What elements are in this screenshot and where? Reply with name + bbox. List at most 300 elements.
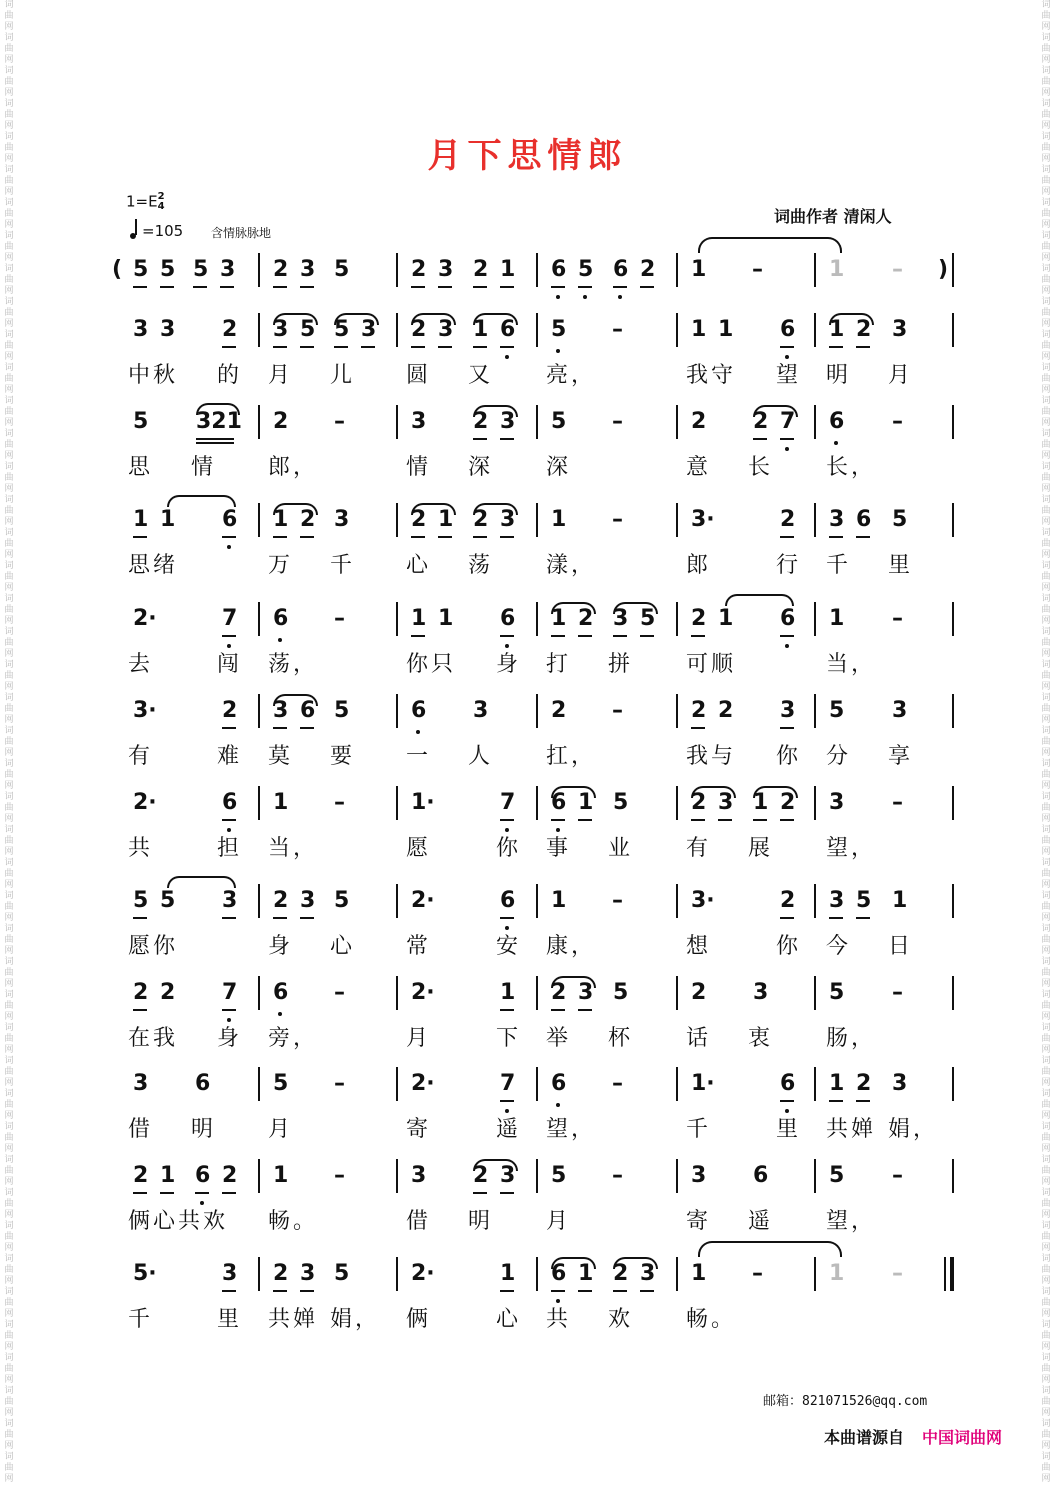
bar-line <box>536 313 538 347</box>
lyric: 安 <box>496 934 519 959</box>
note: 3 <box>718 790 734 815</box>
bar-line <box>258 253 260 287</box>
final-bar-thick <box>950 1257 954 1291</box>
note: 6 <box>222 790 238 815</box>
underline <box>473 1192 487 1194</box>
underline <box>222 1009 236 1011</box>
dash-extension: – <box>892 790 903 815</box>
dash-extension: – <box>612 888 623 913</box>
bar-line <box>814 1159 816 1193</box>
note: 5 <box>160 888 176 913</box>
song-title: 月下思情郎 <box>427 136 628 176</box>
note: 1 <box>133 507 149 532</box>
tie-slur <box>473 1159 518 1171</box>
note: 3 <box>222 1261 238 1286</box>
note: 1 <box>473 317 489 342</box>
bar-line <box>396 253 398 287</box>
underline <box>300 917 314 919</box>
bar-line <box>258 976 260 1010</box>
lyric: 借 <box>406 1209 429 1234</box>
lyric: 意 <box>686 455 709 480</box>
underline <box>273 286 287 288</box>
tie-slur <box>753 786 798 798</box>
lyric: 拼 <box>608 652 631 677</box>
note: 6 <box>551 257 567 282</box>
underline <box>300 1290 314 1292</box>
underline <box>195 1192 209 1194</box>
dash-extension: – <box>752 1261 763 1286</box>
bar-line <box>952 602 954 636</box>
lyric: 话 <box>686 1026 709 1051</box>
score-row <box>0 503 1055 593</box>
note: 1 <box>892 888 908 913</box>
underline <box>500 1100 514 1102</box>
low-octave-dot <box>785 447 789 451</box>
note: 3 <box>892 1071 908 1096</box>
lyric: 心 <box>406 553 429 578</box>
note: 5 <box>856 888 872 913</box>
note: 3 <box>500 1163 516 1188</box>
key-label: 1=E <box>126 192 158 211</box>
time-top: 2 <box>157 191 165 202</box>
note: 1 <box>551 888 567 913</box>
note: 1 <box>718 317 734 342</box>
underline <box>856 917 870 919</box>
note: 7 <box>500 790 516 815</box>
underline <box>438 286 452 288</box>
lyric: 思 <box>128 455 151 480</box>
lyric: 共婵 <box>826 1117 877 1142</box>
lyric: 荡 <box>468 553 491 578</box>
note: 321 <box>196 409 242 434</box>
underline <box>500 1009 514 1011</box>
lyric: 康， <box>546 934 597 959</box>
bar-line <box>536 602 538 636</box>
bar-line <box>814 976 816 1010</box>
bar-line <box>536 1159 538 1193</box>
bar-line <box>676 405 678 439</box>
lyric: 情 <box>406 455 429 480</box>
note: 2 <box>691 790 707 815</box>
underline <box>273 346 287 348</box>
underline <box>500 1290 514 1292</box>
note: 2 <box>753 409 769 434</box>
note: 5 <box>133 409 149 434</box>
lyric: 里 <box>217 1307 240 1332</box>
underline <box>578 819 592 821</box>
low-octave-dot <box>785 644 789 648</box>
note: 6 <box>829 409 845 434</box>
underline <box>500 438 514 440</box>
underline <box>829 346 843 348</box>
lyric: 行 <box>776 553 799 578</box>
note: 6 <box>195 1163 211 1188</box>
underline <box>578 635 592 637</box>
note: 5 <box>273 1071 289 1096</box>
note: 6 <box>500 606 516 631</box>
note: 2 <box>473 507 489 532</box>
lyric: 想 <box>686 934 709 959</box>
note: 1 <box>500 980 516 1005</box>
underline <box>220 286 234 288</box>
repeat-paren: ) <box>938 257 949 282</box>
tie-slur <box>725 594 794 606</box>
note: 2 <box>222 317 238 342</box>
bar-line <box>536 405 538 439</box>
expression-mark: 含情脉脉地 <box>211 226 272 240</box>
note: 3 <box>133 317 149 342</box>
lyric: 我守 <box>686 363 737 388</box>
note: 6 <box>300 698 316 723</box>
lyric: 欢 <box>608 1307 631 1332</box>
underline <box>691 727 705 729</box>
note: 2 <box>691 606 707 631</box>
note: 2 <box>856 1071 872 1096</box>
underline <box>334 346 348 348</box>
note: 3 <box>473 698 489 723</box>
note: 3 <box>438 317 454 342</box>
note: 2· <box>411 980 435 1005</box>
note: 1 <box>160 1163 176 1188</box>
dash-extension: – <box>612 698 623 723</box>
lyric: 有 <box>686 836 709 861</box>
dash-extension: – <box>612 317 623 342</box>
note: 3 <box>222 888 238 913</box>
underline <box>640 635 654 637</box>
underline <box>551 635 565 637</box>
tie-slur <box>411 313 456 325</box>
lyric: 月 <box>888 363 911 388</box>
dash-extension: – <box>334 790 345 815</box>
note: 1· <box>691 1071 715 1096</box>
bar-line <box>396 884 398 918</box>
note: 3 <box>613 606 629 631</box>
note: 3· <box>691 507 715 532</box>
lyric: 心 <box>496 1307 519 1332</box>
note: 7 <box>222 606 238 631</box>
score-row <box>0 694 1055 784</box>
final-bar-thin <box>944 1257 946 1291</box>
underline <box>856 1100 870 1102</box>
bar-line <box>814 602 816 636</box>
underline <box>222 635 236 637</box>
low-octave-dot <box>556 295 560 299</box>
note: 6 <box>780 1071 796 1096</box>
note: 2 <box>473 1163 489 1188</box>
bar-line <box>396 786 398 820</box>
note: 5 <box>829 698 845 723</box>
dash-extension: – <box>892 980 903 1005</box>
note: 2 <box>133 1163 149 1188</box>
lyric: 你 <box>776 934 799 959</box>
note: 5 <box>193 257 209 282</box>
note: 3 <box>220 257 236 282</box>
note: 2· <box>411 1261 435 1286</box>
lyric: 明 <box>826 363 849 388</box>
tie-slur <box>829 313 874 325</box>
low-octave-dot <box>227 545 231 549</box>
lyric: 杯 <box>608 1026 631 1051</box>
note: 3 <box>892 698 908 723</box>
underline <box>578 1290 592 1292</box>
dash-extension: – <box>334 1071 345 1096</box>
score-row <box>0 1067 1055 1157</box>
note: 1 <box>829 1261 845 1286</box>
lyric: 分 <box>826 744 849 769</box>
lyric: 里 <box>888 553 911 578</box>
underline <box>222 1290 236 1292</box>
note: 3· <box>133 698 157 723</box>
note: 3 <box>411 409 427 434</box>
note: 1 <box>500 1261 516 1286</box>
note: 7 <box>222 980 238 1005</box>
note: 5 <box>334 317 350 342</box>
underline <box>196 438 234 440</box>
lyric: 千 <box>128 1307 151 1332</box>
note: 1 <box>829 1071 845 1096</box>
note: 2 <box>578 606 594 631</box>
note: 2 <box>222 1163 238 1188</box>
note: 3 <box>578 980 594 1005</box>
lyric: 明 <box>191 1117 214 1142</box>
bar-line <box>676 313 678 347</box>
lyric: 月 <box>268 1117 291 1142</box>
underline <box>160 1192 174 1194</box>
note: 2· <box>133 790 157 815</box>
tie-slur <box>613 602 658 614</box>
dash-extension: – <box>892 1261 903 1286</box>
lyric: 郎， <box>268 455 319 480</box>
low-octave-dot <box>834 441 838 445</box>
tie-slur <box>753 405 798 417</box>
underline <box>613 286 627 288</box>
note: 6 <box>273 980 289 1005</box>
bar-line <box>258 884 260 918</box>
underline <box>300 536 314 538</box>
tie-slur <box>473 405 518 417</box>
note: 5 <box>640 606 656 631</box>
email-contact: 邮箱：821071526@qq.com <box>763 1394 928 1409</box>
bar-line <box>258 694 260 728</box>
bar-line <box>952 1067 954 1101</box>
bar-line <box>952 694 954 728</box>
note: 3 <box>691 1163 707 1188</box>
bar-line <box>676 1257 678 1291</box>
bar-line <box>676 602 678 636</box>
underline <box>780 727 794 729</box>
dash-extension: – <box>752 257 763 282</box>
lyric: 千 <box>330 553 353 578</box>
note: 5 <box>300 317 316 342</box>
bar-line <box>676 1159 678 1193</box>
bar-line <box>396 1067 398 1101</box>
note: 1 <box>829 257 845 282</box>
note: 1 <box>718 606 734 631</box>
source-site: 中国词曲网 <box>922 1428 1003 1447</box>
underline <box>829 917 843 919</box>
underline <box>856 346 870 348</box>
lyric: 愿 <box>406 836 429 861</box>
underline <box>300 346 314 348</box>
tie-slur <box>167 876 236 888</box>
note: 6 <box>551 1261 567 1286</box>
lyric: 郎 <box>686 553 709 578</box>
tie-slur <box>551 1257 596 1269</box>
lyric: 你 <box>496 836 519 861</box>
bar-line <box>258 405 260 439</box>
bar-line <box>814 694 816 728</box>
lyric: 思绪 <box>128 553 179 578</box>
bar-line <box>396 1159 398 1193</box>
score-row <box>0 1159 1055 1249</box>
lyric: 借 <box>128 1117 151 1142</box>
lyric: 又 <box>468 363 491 388</box>
source-credit <box>824 1425 1002 1448</box>
bar-line <box>676 1067 678 1101</box>
lyric: 旁， <box>268 1026 319 1051</box>
underline <box>753 438 767 440</box>
lyric: 当， <box>826 652 877 677</box>
lyric: 遥 <box>748 1209 771 1234</box>
lyric: 要 <box>330 744 353 769</box>
note: 2 <box>551 980 567 1005</box>
note: 3 <box>640 1261 656 1286</box>
note: 6 <box>780 606 796 631</box>
tie-slur <box>551 976 596 988</box>
note: 1 <box>691 257 707 282</box>
lyric: 下 <box>496 1026 519 1051</box>
underline <box>411 635 425 637</box>
lyric: 共婵 <box>268 1307 319 1332</box>
underline <box>133 1009 147 1011</box>
bar-line <box>396 1257 398 1291</box>
key-signature <box>126 192 165 212</box>
dash-extension: – <box>334 409 345 434</box>
lyric: 日 <box>888 934 911 959</box>
underline <box>551 819 565 821</box>
lyric: 娟， <box>888 1117 939 1142</box>
note: 2 <box>473 257 489 282</box>
underline <box>273 727 287 729</box>
low-octave-dot <box>556 349 560 353</box>
note: 2 <box>411 317 427 342</box>
lyric: 情 <box>191 455 214 480</box>
lyric: 今 <box>826 934 849 959</box>
underline <box>780 536 794 538</box>
note: 3 <box>829 888 845 913</box>
note: 1 <box>438 606 454 631</box>
underline <box>193 286 207 288</box>
note: 2 <box>718 698 734 723</box>
bar-line <box>258 602 260 636</box>
bar-line <box>676 884 678 918</box>
note: 2 <box>160 980 176 1005</box>
dash-extension: – <box>892 606 903 631</box>
tempo-mark <box>130 222 183 240</box>
note: 2 <box>780 507 796 532</box>
underline <box>222 1192 236 1194</box>
underline <box>273 917 287 919</box>
note: 3 <box>273 317 289 342</box>
lyric: 衷 <box>748 1026 771 1051</box>
note: 6 <box>551 790 567 815</box>
bar-line <box>536 786 538 820</box>
low-octave-dot <box>583 295 587 299</box>
low-octave-dot <box>416 730 420 734</box>
lyric: 一 <box>406 744 429 769</box>
note: 6 <box>411 698 427 723</box>
dash-extension: – <box>612 409 623 434</box>
lyric: 的 <box>217 363 240 388</box>
lyric: 在我 <box>128 1026 179 1051</box>
note: 2 <box>640 257 656 282</box>
underline <box>691 819 705 821</box>
tie-slur <box>551 602 596 614</box>
note: 2 <box>133 980 149 1005</box>
underline <box>500 286 514 288</box>
underline <box>133 286 147 288</box>
note: 2 <box>273 257 289 282</box>
lyric: 肠， <box>826 1026 877 1051</box>
lyric: 常 <box>406 934 429 959</box>
dash-extension: – <box>892 257 903 282</box>
score-row <box>0 1257 1055 1347</box>
low-octave-dot <box>278 638 282 642</box>
lyric: 人 <box>468 744 491 769</box>
note: 6 <box>780 317 796 342</box>
note: 2 <box>856 317 872 342</box>
lyric: 难 <box>217 744 240 769</box>
underline <box>411 286 425 288</box>
lyric: 事 <box>546 836 569 861</box>
lyric: 扛， <box>546 744 597 769</box>
bar-line <box>396 313 398 347</box>
note: 1 <box>438 507 454 532</box>
lyric: 俩心共欢 <box>128 1209 229 1234</box>
underline <box>780 819 794 821</box>
lyric: 去 <box>128 652 151 677</box>
note: 6 <box>613 257 629 282</box>
bar-line <box>676 253 678 287</box>
underline <box>551 1290 565 1292</box>
dash-extension: – <box>612 507 623 532</box>
lyric: 漾， <box>546 553 597 578</box>
note: 1 <box>578 1261 594 1286</box>
bar-line <box>952 884 954 918</box>
note: 1 <box>273 790 289 815</box>
note: 1 <box>829 606 845 631</box>
lyric: 寄 <box>686 1209 709 1234</box>
note: 3 <box>829 790 845 815</box>
bar-line <box>676 503 678 537</box>
note: 1· <box>411 790 435 815</box>
note: 5 <box>334 888 350 913</box>
lyric: 娟， <box>330 1307 381 1332</box>
note: 5 <box>892 507 908 532</box>
underline <box>500 346 514 348</box>
underline <box>500 635 514 637</box>
note: 2· <box>133 606 157 631</box>
bar-line <box>536 884 538 918</box>
underline <box>411 346 425 348</box>
tie-slur <box>698 237 842 253</box>
underline <box>718 819 732 821</box>
note: 2 <box>691 698 707 723</box>
note: 1 <box>551 507 567 532</box>
lyric: 共 <box>128 836 151 861</box>
note: 3 <box>300 257 316 282</box>
tie-slur <box>273 313 318 325</box>
